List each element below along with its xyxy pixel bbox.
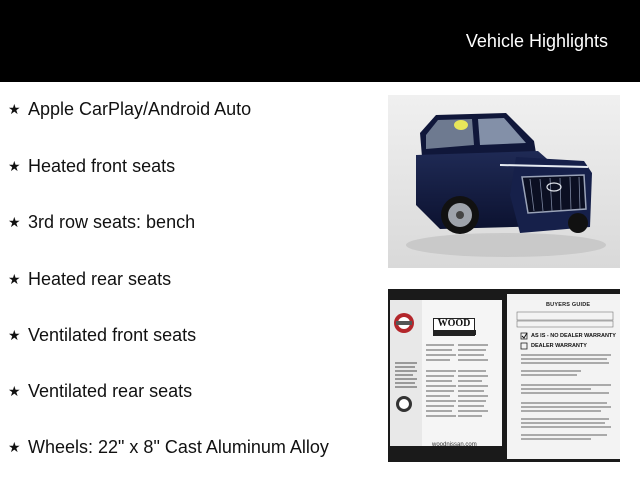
- star-icon: ★: [8, 101, 21, 117]
- as-is-label: AS IS - NO DEALER WARRANTY: [531, 333, 616, 339]
- feature-text: Apple CarPlay/Android Auto: [28, 99, 252, 119]
- feature-item: [8, 97, 251, 121]
- star-icon: ★: [8, 327, 21, 343]
- buyers-guide: [507, 294, 620, 459]
- feature-text: Heated front seats: [28, 156, 176, 176]
- feature-text: Ventilated front seats: [28, 325, 197, 345]
- dealer-website: woodnissan.com: [432, 442, 477, 448]
- star-icon: ★: [8, 383, 21, 399]
- feature-item: [8, 435, 329, 459]
- star-icon: ★: [8, 271, 21, 287]
- buyers-guide-title: BUYERS GUIDE: [546, 302, 591, 308]
- dealer-logo-bar: [433, 330, 476, 335]
- feature-item: [8, 210, 195, 234]
- dealer-warranty-label: DEALER WARRANTY: [531, 343, 587, 349]
- feature-item: [8, 323, 196, 347]
- star-icon: ★: [8, 158, 21, 174]
- vehicle-photo[interactable]: [388, 95, 620, 268]
- documents-photo[interactable]: [388, 289, 620, 462]
- dealer-logo: WOOD: [433, 318, 475, 336]
- header-bar: [0, 0, 640, 82]
- feature-item: [8, 379, 192, 403]
- suv-illustration: [388, 95, 620, 268]
- dealer-sheet: [390, 300, 502, 446]
- feature-item: [8, 267, 171, 291]
- feature-text: Ventilated rear seats: [28, 381, 193, 401]
- feature-text: Wheels: 22" x 8" Cast Aluminum Alloy: [28, 437, 329, 457]
- buyers-guide-graphic: [507, 294, 620, 459]
- feature-item: [8, 154, 175, 178]
- star-icon: ★: [8, 439, 21, 455]
- star-icon: ★: [8, 214, 21, 230]
- feature-text: Heated rear seats: [28, 269, 172, 289]
- feature-text: 3rd row seats: bench: [28, 212, 196, 232]
- page-title: Vehicle Highlights: [465, 31, 608, 51]
